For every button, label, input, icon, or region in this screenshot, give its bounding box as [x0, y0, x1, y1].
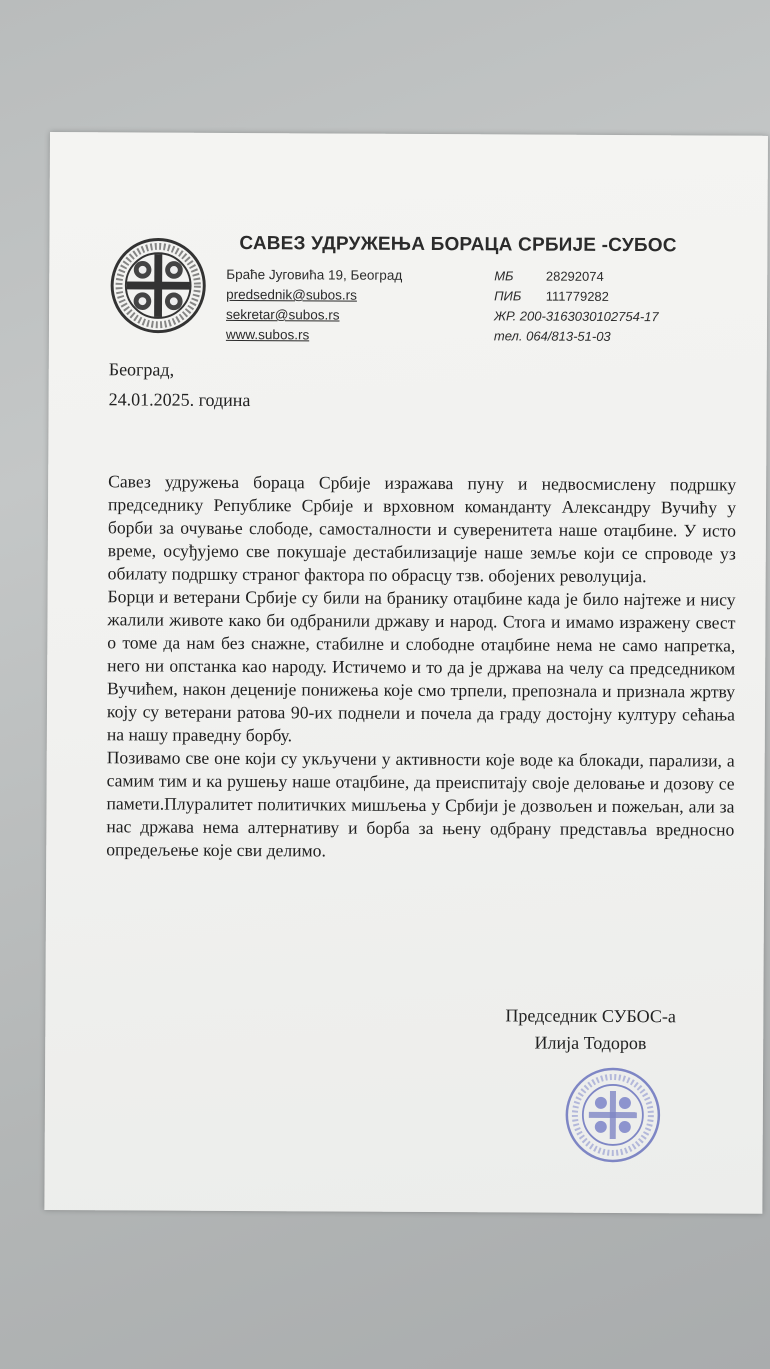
- paragraph-2: Борци и ветерани Србије су били на бранику отаџбине када је било најтеже и нису жалили животе како би одбранили државу и народ. Стога и имамо изражену свест о томе да нам без снажне, стабилне и слободне отаџбине нема не само напретка, него ни опстанка као народу. Истичемо и то да је држава на челу са председником Вучићем, након деценије понижења које смо трпели, препознала и признала жртву коју су ветерани ратова 90-их поднели и почела да граду достојну културу сећања на нашу праведну борбу.: [106, 586, 736, 746]
- website-link: www.subos.rs: [225, 326, 310, 343]
- mb-row: [494, 266, 659, 287]
- organization-seal-icon: [109, 236, 208, 335]
- signature-block: [505, 1002, 676, 1057]
- signature-name: Илија Тодоров: [534, 1032, 647, 1054]
- date: 24.01.2025. година: [108, 389, 251, 411]
- address: Браће Југовића 19, Београд: [226, 266, 403, 283]
- email-secretary-link: sekretar@subos.rs: [226, 306, 340, 323]
- letter-sheet: [44, 132, 768, 1214]
- email-president-link: predsednik@subos.rs: [226, 286, 357, 303]
- pib-value: 111779282: [545, 288, 609, 304]
- phone-number: тел. 064/813-51-03: [493, 328, 611, 344]
- registration-block: [494, 266, 659, 347]
- place-date-block: [109, 354, 251, 415]
- place: Београд,: [108, 359, 175, 380]
- signature-title: Председник СУБОС-а: [505, 1005, 676, 1027]
- pib-row: [494, 286, 659, 307]
- contact-block: [226, 265, 402, 346]
- paragraph-1: Савез удружења бораца Србије изражава пуну и недвосмислену подршку председнику Републике Србије и врховном команданту Александру Вучићу у борби за очување слободе, самосталности и суверенитета наше отаџбине. У исто време, осуђујемо све покушаје дестабилизације наше земље који се спроводе уз обилату подршку страног фактора по обрасцу тзв. обојених револуција.: [107, 471, 737, 587]
- account-number: ЖР. 200-3163030102754-17: [494, 308, 659, 325]
- letter-body: [106, 470, 736, 864]
- paragraph-3: Позивамо све оне који су укључени у активности које воде ка блокади, парализи, а самим тим и ка рушењу наше отаџбине, да преиспитају своје деловање и дозову се памети.Плуралитет политичких мишљења у Србији је дозвољен и пожељан, али за нас држава нема алтернативу и борба за њену одбрану представља вредносно опредељење које сви делимо.: [106, 747, 735, 861]
- pib-label: ПИБ: [494, 288, 522, 304]
- organization-title: САВЕЗ УДРУЖЕЊА БОРАЦА СРБИЈЕ -СУБОС: [239, 232, 677, 257]
- round-stamp-icon: [563, 1065, 664, 1166]
- mb-value: 28292074: [545, 268, 604, 284]
- mb-label: МБ: [494, 268, 514, 284]
